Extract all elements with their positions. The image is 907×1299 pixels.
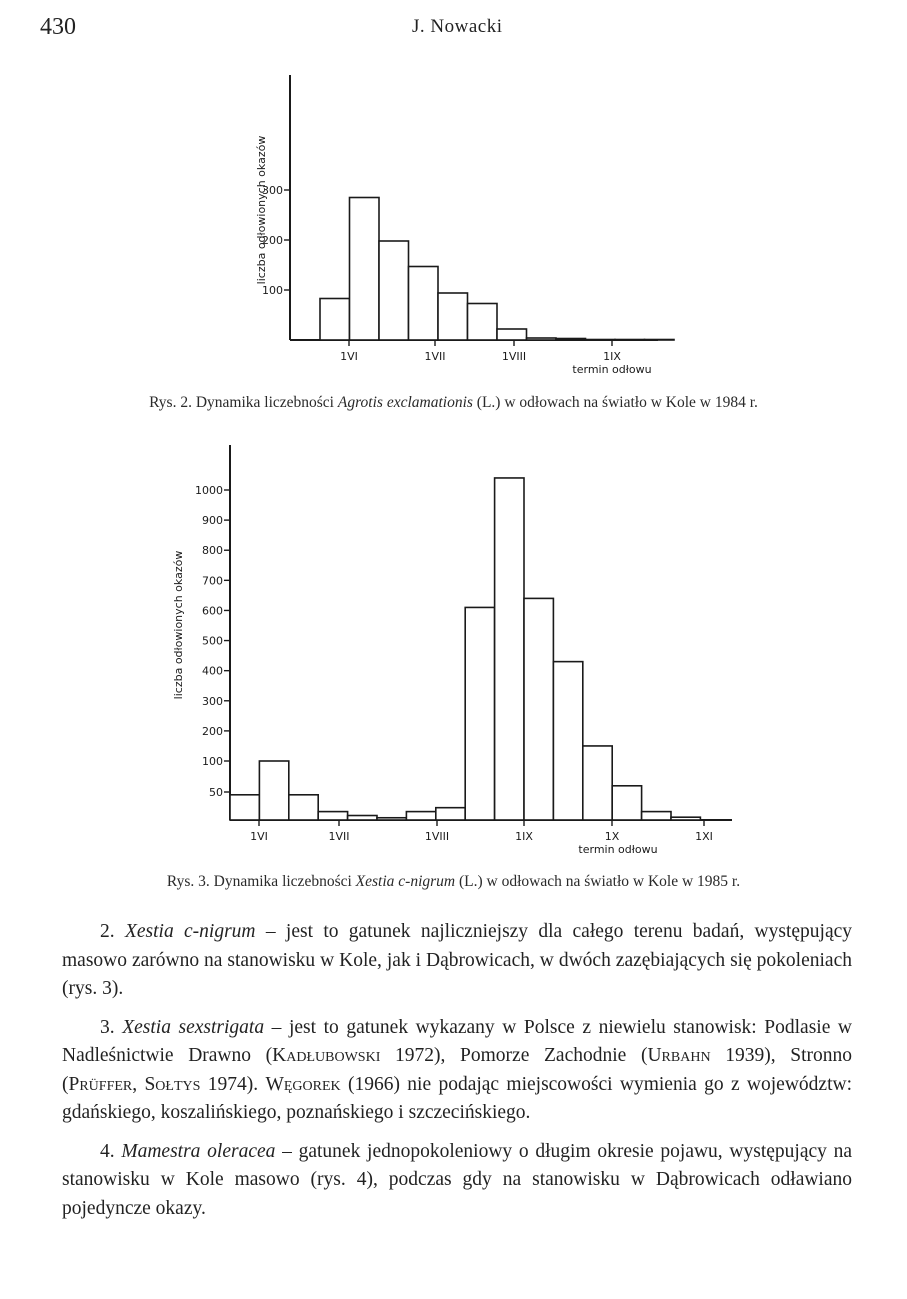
author-citation: Węgorek bbox=[265, 1073, 341, 1095]
y-tick-label: 1000 bbox=[195, 484, 223, 497]
y-axis-title: liczba odłowionych okazów bbox=[172, 550, 185, 700]
y-tick-label: 400 bbox=[202, 664, 223, 678]
paragraph-text: – jest to gatunek najliczniejszy dla całego terenu badań, występujący masowo zarówno na stanowisku w Kole, jak i Dąbrowicach, w dwóch zazębiających się pokoleniach (rys. 3). bbox=[62, 921, 853, 999]
page-number: 430 bbox=[40, 14, 76, 40]
caption-prefix: Rys. 3. Dynamika liczebności bbox=[166, 873, 356, 890]
x-tick-label: 1IX bbox=[603, 350, 621, 363]
paragraph-text: 1939), Stronno ( bbox=[62, 1045, 852, 1095]
bar bbox=[289, 795, 318, 820]
x-tick-label: 1VII bbox=[328, 830, 350, 843]
running-head: J. Nowacki bbox=[412, 16, 503, 37]
y-tick-label: 200 bbox=[262, 234, 283, 247]
bar bbox=[259, 761, 288, 820]
bar bbox=[468, 304, 498, 341]
y-tick-label: 200 bbox=[202, 724, 223, 738]
x-tick-label: 1VI bbox=[340, 350, 358, 363]
bar bbox=[230, 795, 259, 820]
figure-3-caption bbox=[0, 873, 907, 891]
paragraph-text: – jest to gatunek wykazany w Polsce z niewielu stanowisk: Podlasie w Nadleśnictwie Drawno ( bbox=[62, 1016, 853, 1066]
bar bbox=[583, 746, 612, 820]
bar bbox=[409, 267, 439, 341]
bar bbox=[671, 817, 700, 820]
chart-figure-3 bbox=[0, 440, 907, 870]
bar bbox=[497, 329, 527, 340]
paragraph-text: 1972), Pomorze Zachodnie ( bbox=[380, 1045, 648, 1066]
species-name: Mamestra oleracea bbox=[121, 1140, 276, 1162]
bar bbox=[586, 340, 616, 341]
bar bbox=[465, 607, 494, 820]
caption-prefix: Rys. 2. Dynamika liczebności bbox=[149, 394, 338, 411]
bar bbox=[348, 816, 377, 820]
bar bbox=[406, 812, 435, 820]
page-header bbox=[40, 14, 870, 50]
paragraph-text: 1974). bbox=[200, 1073, 266, 1095]
author-citation: Prüffer, Sołtys bbox=[68, 1073, 201, 1095]
y-tick-label: 300 bbox=[262, 184, 283, 197]
caption-suffix: (L.) w odłowach na światło w Kole w 1984 r. bbox=[472, 394, 758, 411]
y-tick-label: 800 bbox=[202, 544, 223, 558]
bar bbox=[645, 340, 675, 341]
paragraph-text: (1966) nie podając miejscowości wymienia go z województw: gdańskiego, koszalińskiego, poznańskiego i szczecińskiego. bbox=[62, 1073, 852, 1123]
bar bbox=[436, 808, 465, 820]
bar bbox=[350, 198, 380, 341]
y-tick-label: 50 bbox=[209, 786, 223, 799]
x-tick-label: 1IX bbox=[515, 830, 533, 843]
x-tick-label: 1XI bbox=[695, 830, 713, 843]
species-name: Xestia c-nigrum bbox=[124, 921, 256, 942]
bar bbox=[379, 241, 409, 340]
x-axis-title: termin odłowu bbox=[578, 843, 658, 856]
bar bbox=[377, 818, 406, 820]
paragraph-mamestra-oleracea bbox=[62, 1138, 852, 1224]
bar bbox=[527, 338, 557, 340]
figure-2 bbox=[0, 60, 907, 380]
y-tick-label: 100 bbox=[262, 284, 283, 297]
x-axis-title: termin odłowu bbox=[572, 363, 652, 376]
species-name: Xestia sexstrigata bbox=[122, 1016, 265, 1038]
bar bbox=[642, 812, 671, 820]
x-tick-label: 1VI bbox=[250, 830, 268, 843]
bar bbox=[615, 340, 645, 341]
bar bbox=[556, 339, 586, 341]
paragraph-text: – gatunek jednopokoleniowy o długim okresie pojawu, występujący na stanowisku w Kole masowo (rys. 4), podczas gdy na stanowisku w Dąbrowicach odławiano pojedyncze okazy. bbox=[62, 1140, 853, 1219]
x-tick-label: 1X bbox=[604, 830, 620, 843]
bar bbox=[318, 812, 347, 820]
figure-3 bbox=[0, 440, 907, 870]
caption-suffix: (L.) w odłowach na światło w Kole w 1985 r. bbox=[455, 873, 741, 890]
x-tick-label: 1VII bbox=[424, 350, 446, 363]
paragraph-number: 4. bbox=[100, 1140, 122, 1162]
paragraph-xestia-c-nigrum bbox=[62, 918, 852, 1004]
y-tick-label: 700 bbox=[202, 574, 223, 588]
author-citation: Urbahn bbox=[647, 1045, 711, 1066]
y-tick-label: 900 bbox=[202, 514, 223, 528]
bar bbox=[438, 293, 468, 340]
caption-species: Agrotis exclamationis bbox=[337, 394, 473, 411]
y-tick-label: 600 bbox=[202, 604, 223, 618]
y-tick-label: 300 bbox=[202, 694, 223, 708]
paragraph-xestia-sexstrigata bbox=[62, 1014, 852, 1128]
bar bbox=[612, 786, 641, 820]
y-tick-label: 500 bbox=[202, 634, 223, 648]
paragraph-number: 2. bbox=[100, 921, 125, 942]
x-tick-label: 1VIII bbox=[424, 830, 450, 843]
x-tick-label: 1VIII bbox=[501, 350, 527, 363]
paragraph-number: 3. bbox=[100, 1016, 123, 1038]
author-citation: Kadłubowski bbox=[272, 1045, 381, 1066]
figure-2-caption bbox=[0, 394, 907, 412]
y-axis-title: liczba odłowionych okazów bbox=[255, 135, 268, 285]
chart-figure-2 bbox=[0, 60, 907, 380]
caption-species: Xestia c-nigrum bbox=[355, 873, 456, 890]
bar bbox=[495, 478, 524, 820]
bar bbox=[553, 662, 582, 820]
body-text bbox=[62, 918, 852, 1233]
bar bbox=[524, 598, 553, 820]
y-tick-label: 100 bbox=[202, 755, 223, 768]
bar bbox=[320, 299, 350, 341]
